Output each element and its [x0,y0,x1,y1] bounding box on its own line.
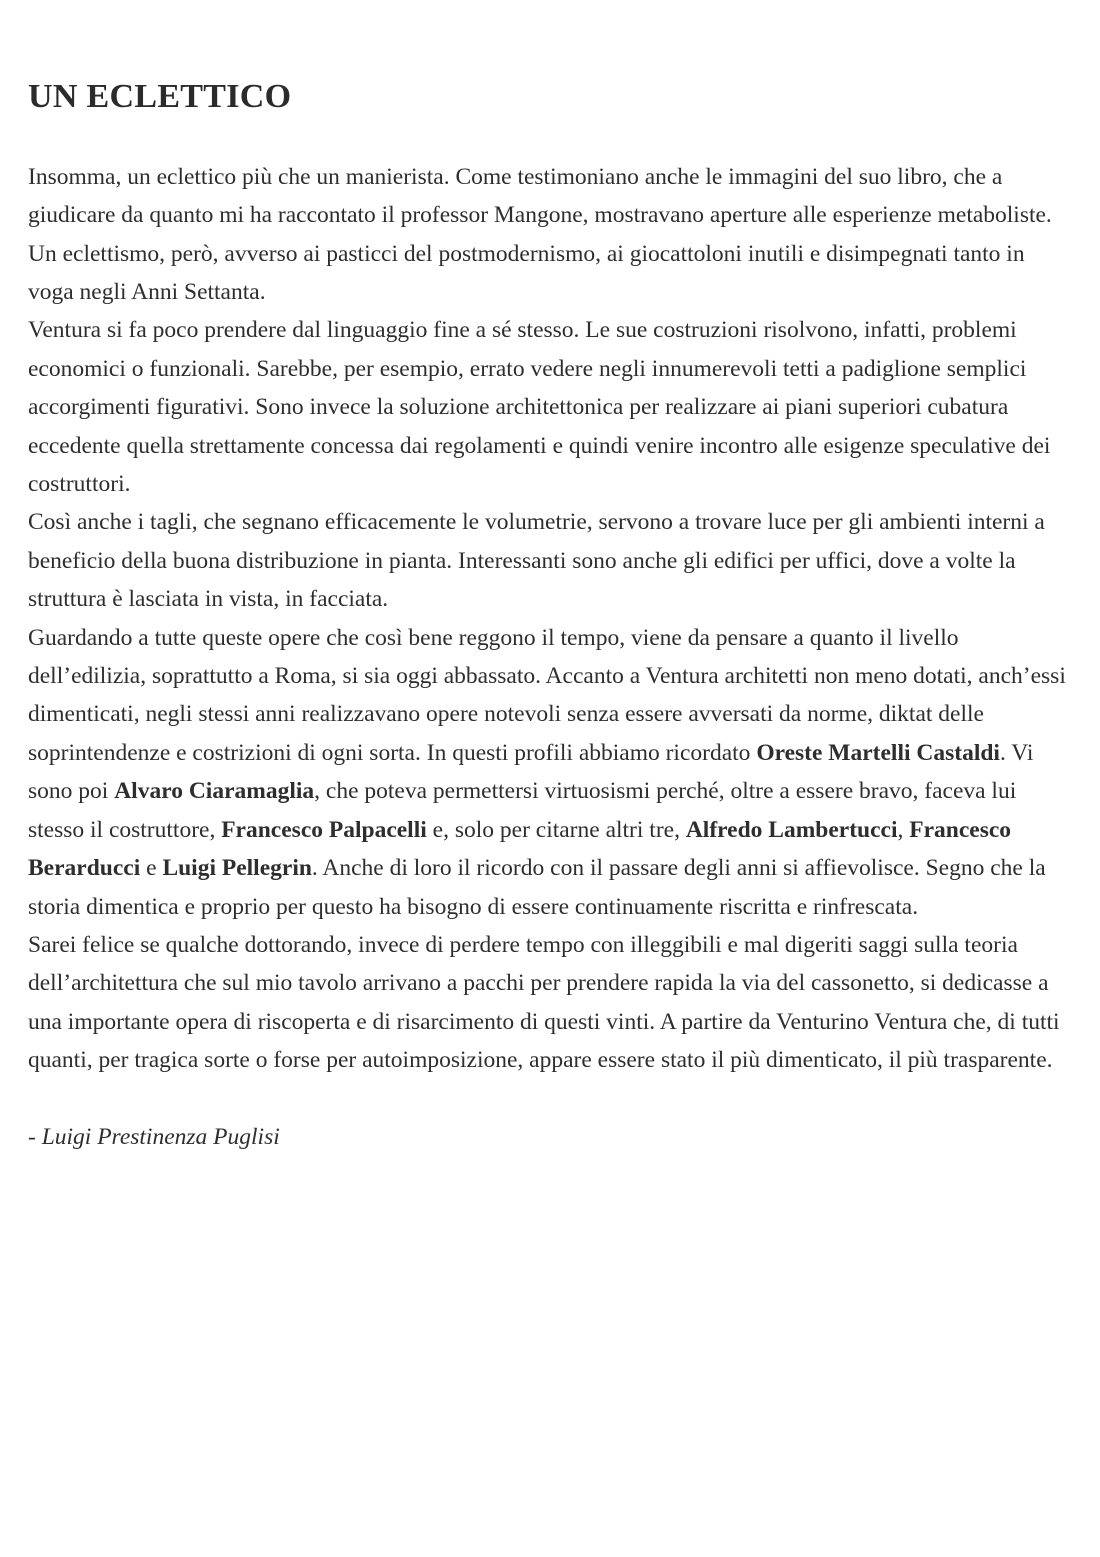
text-run: . Anche di loro il ricordo con il passare degli anni si affievolisce. Segno che la storia dimentica e proprio per questo ha bisogno di essere continuamente riscritta e rinfrescata. [28,855,1046,920]
paragraph [28,503,1072,618]
paragraph [28,158,1072,312]
architect-name: Alvaro Ciaramaglia [114,778,315,805]
text-run: Sarei felice se qualche dottorando, invece di perdere tempo con illeggibili e mal digeriti saggi sulla teoria dell’architettura che sul mio tavolo arrivano a pacchi per prendere rapida la via del cassonetto, si dedicasse a una importante opera di riscoperta e di risarcimento di questi vinti. A partire da Venturino Ventura che, di tutti quanti, per tragica sorte o forse per autoimposizione, appare essere stato il più dimenticato, il più trasparente. [28,931,1060,1074]
text-run: Ventura si fa poco prendere dal linguaggio fine a sé stesso. Le sue costruzioni risolvono, infatti, problemi economici o funzionali. Sarebbe, per esempio, errato vedere negli innumerevoli tetti a padiglione semplici accorgimenti figurativi. Sono invece la soluzione architettonica per realizzare ai piani superiori cubatura eccedente quella strettamente concessa dai regolamenti e quindi venire incontro alle esigenze speculative dei costruttori. [28,317,1051,498]
architect-name: Francesco Berarducci [28,816,1012,882]
architect-name: Oreste Martelli Castaldi [756,739,1000,766]
architect-name: Alfredo Lambertucci [685,816,898,843]
author-signature: - Luigi Prestinenza Puglisi [28,1123,280,1150]
paragraph [28,619,1072,926]
article-body [28,158,1072,1080]
architect-name: Francesco Palpacelli [221,816,427,843]
text-run: e [140,855,163,882]
architect-name: Luigi Pellegrin [162,855,312,882]
page-title: UN ECLETTICO [28,78,292,115]
text-run: Così anche i tagli, che segnano efficacemente le volumetrie, servono a trovare luce per gli ambienti interni a beneficio della buona distribuzione in pianta. Interessanti sono anche gli edifici per uffici, dove a volte la struttura è lasciata in vista, in facciata. [28,509,1045,613]
text-run: Guardando a tutte queste opere che così bene reggono il tempo, viene da pensare a quanto il livello dell’edilizia, soprattutto a Roma, si sia oggi abbassato. Accanto a Ventura architetti non meno dotati, anch’essi dimenticati, negli stessi anni realizzavano opere notevoli senza essere avversati da norme, diktat delle soprintendenze e costrizioni di ogni sorta. In questi profili abbiamo ricordato [28,624,1066,766]
paragraph [28,926,1072,1080]
text-run: , [897,816,910,843]
text-run: e, solo per citarne altri tre, [426,816,686,843]
text-run: , che poteva permettersi virtuosismi perché, oltre a essere bravo, faceva lui stesso il costruttore, [28,778,1017,843]
text-run: . Vi sono poi [28,739,1034,805]
paragraph [28,311,1072,503]
text-run: Insomma, un eclettico più che un manierista. Come testimoniano anche le immagini del suo libro, che a giudicare da quanto mi ha raccontato il professor Mangone, mostravano aperture alle esperienze metaboliste. Un eclettismo, però, avverso ai pasticci del postmodernismo, ai giocattoloni inutili e disimpegnati tanto in voga negli Anni Settanta. [28,163,1052,306]
